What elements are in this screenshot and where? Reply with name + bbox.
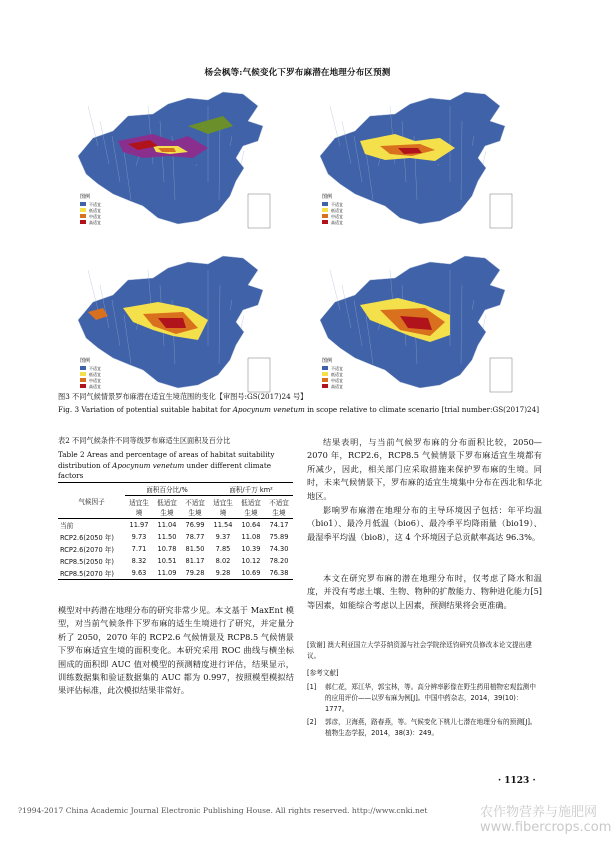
legend-swatch <box>322 378 328 382</box>
table-cell: 10.69 <box>241 569 261 577</box>
reference-item: [2] 郭彦，卫海燕，路春燕，等。气候变化下桃儿七潜在地理分布的预测[J]。植物生态学报，2014，38(3)：249。 <box>307 718 537 737</box>
table-cell: 7.71 <box>131 545 147 553</box>
col-factor: 气候因子 <box>78 497 105 506</box>
table-cell: 8.02 <box>215 557 231 565</box>
legend-label: 中适宜 <box>89 214 101 219</box>
group-area: 面积/千万 km² <box>209 483 293 496</box>
table-caption-cn: 表2 不同气候条件不同等级罗布麻适生区面积及百分比 <box>58 436 231 445</box>
watermark: 农作物营养与施肥网 www.fibercrops.com <box>480 805 611 835</box>
south-china-sea-inset <box>490 358 512 392</box>
row-factor: RCP8.5(2050 年) <box>60 558 114 566</box>
running-header: 杨会枫等:气候变化下罗布麻潜在地理分布区预测 <box>204 68 391 78</box>
figure-caption-en: Fig. 3 Variation of potential suitable habitat for Apocynum venetum in scope relative to climate scenario [trial number:GS(2017)24] <box>58 405 540 414</box>
table-cell: 79.28 <box>185 569 205 577</box>
legend-swatch <box>322 366 328 370</box>
table-cell: 11.08 <box>241 533 261 541</box>
province-border <box>241 151 244 164</box>
table-cell: 76.38 <box>269 569 289 577</box>
legend-label: 中适宜 <box>331 378 343 383</box>
table-cell: 9.63 <box>131 569 147 577</box>
references-list <box>307 682 542 741</box>
legend-label: 低适宜 <box>331 372 343 377</box>
legend-title: 图例 <box>322 194 333 200</box>
legend-label: 高适宜 <box>89 384 101 389</box>
table-caption-en: Table 2 Areas and percentage of areas of habitat suitability distribution of Apocynum venetum under different climate factors <box>58 450 275 480</box>
legend-label: 低适宜 <box>89 372 101 377</box>
row-factor: 当前 <box>60 522 74 530</box>
legend-swatch <box>80 366 86 370</box>
references-title: [参考文献] <box>307 669 339 677</box>
legend-swatch <box>322 384 328 388</box>
province-border <box>483 315 486 328</box>
table-row <box>58 567 293 580</box>
table-cell: 81.50 <box>185 545 205 553</box>
row-factor: RCP2.6(2050 年) <box>60 534 114 542</box>
table-cell: 76.99 <box>185 521 205 529</box>
legend-label: 不适宜 <box>331 202 343 207</box>
map-rcp85-2050 <box>58 250 303 405</box>
sub-header: 不适宜生境 <box>269 499 289 517</box>
table-row <box>58 531 293 543</box>
sub-header: 适宜生境 <box>129 499 149 517</box>
table-cell: 75.89 <box>269 533 289 541</box>
map-rcp85-2070 <box>300 250 545 405</box>
legend-label: 低适宜 <box>331 208 343 213</box>
row-factor: RCP8.5(2070 年) <box>60 570 114 578</box>
legend-label: 高适宜 <box>331 220 343 225</box>
table-cell: 9.37 <box>215 533 231 541</box>
legend-swatch <box>80 208 86 212</box>
acknowledgement: [致谢] 澳大利亚国立大学芬纳资源与社会学院徐廷钧研究员修改本论文提出建议。 <box>307 641 532 660</box>
legend-title: 图例 <box>80 358 91 364</box>
sub-header: 不适宜生境 <box>185 499 205 517</box>
south-china-sea-inset <box>248 358 270 392</box>
table-cell: 10.39 <box>241 545 261 553</box>
legend-swatch <box>80 378 86 382</box>
province-border <box>483 151 486 164</box>
legend-label: 低适宜 <box>89 208 101 213</box>
table-cell: 10.78 <box>157 545 177 553</box>
table-cell: 7.85 <box>215 545 231 553</box>
legend-label: 中适宜 <box>89 378 101 383</box>
legend-label: 中适宜 <box>331 214 343 219</box>
table-cell: 10.64 <box>241 521 261 529</box>
legend-swatch <box>322 202 328 206</box>
left-paragraph: 模型对中药潜在地理分布的研究非常少见。本文基于 MaxEnt 模型，对当前气候条件下罗布麻的适生生境进行了研究，并定量分析了 2050，2070 年的 RCP2.6 气候情景及 RCP8.5 气候情景下罗布麻适宜生境的面积变化。本研究采用 ROC 曲线与横坐标围成的面积即 AUC 值对模型的预测精度进行评估，结果显示，训练数据集和验证数据集的 AUC 都为 0.997，按照模型模拟结果评估标准，此次模拟结果非常好。 <box>58 605 294 696</box>
province-border <box>241 315 244 328</box>
table-cell: 78.77 <box>185 533 205 541</box>
row-factor: RCP2.6(2070 年) <box>60 546 114 554</box>
data-table <box>58 482 293 580</box>
legend-swatch <box>322 208 328 212</box>
table-row <box>58 555 293 567</box>
sub-header: 低适宜生境 <box>241 499 261 517</box>
china-outline <box>78 92 263 224</box>
legend-swatch <box>80 372 86 376</box>
legend-swatch <box>80 384 86 388</box>
table-cell: 10.12 <box>241 557 261 565</box>
table-row <box>58 543 293 555</box>
table-cell: 11.09 <box>157 569 177 577</box>
table-cell: 9.73 <box>131 533 147 541</box>
page-number: · 1123 · <box>498 776 536 786</box>
table-cell: 9.28 <box>215 569 231 577</box>
table-cell: 11.97 <box>129 521 149 529</box>
right-paragraph-2: 影响罗布麻潜在地理分布的主导环境因子包括：年平均温（bio1）、最冷月低温（bio6）、最冷季平均降雨量（bio19）、最湿季平均温（bio8），这 4 个环境因子总贡献率高达 96.3%。 <box>307 505 542 542</box>
table-row <box>58 519 293 532</box>
table-cell: 11.54 <box>213 521 233 529</box>
legend-swatch <box>322 220 328 224</box>
table-cell: 78.20 <box>269 557 289 565</box>
legend-swatch <box>80 214 86 218</box>
table-cell: 8.32 <box>131 557 147 565</box>
sub-header: 低适宜生境 <box>157 499 177 517</box>
legend-title: 图例 <box>80 194 91 200</box>
legend-swatch <box>80 220 86 224</box>
table-cell: 81.17 <box>185 557 205 565</box>
legend-label: 不适宜 <box>89 366 101 371</box>
table-cell: 10.51 <box>157 557 177 565</box>
sub-header: 适宜生境 <box>213 499 233 517</box>
right-paragraph-3: 本文在研究罗布麻的潜在地理分布时，仅考虑了降水和温度，并没有考虑土壤、生物、物种的扩散能力、物种进化能力[5]等因素，如能综合考虑以上因素，预测结果将会更准确。 <box>307 573 542 610</box>
legend-swatch <box>322 372 328 376</box>
south-china-sea-inset <box>490 194 512 228</box>
group-pct: 面积百分比/% <box>125 483 209 496</box>
figure-caption-cn: 图3 不同气候情景罗布麻潜在适宜生境范围的变化【审图号:GS(2017)24 号】 <box>58 392 308 401</box>
table-cell: 11.04 <box>157 521 177 529</box>
legend-label: 高适宜 <box>331 384 343 389</box>
legend-title: 图例 <box>322 358 333 364</box>
legend-label: 高适宜 <box>89 220 101 225</box>
right-paragraph-1: 结果表明，与当前气候罗布麻的分布面积比较，2050—2070 年，RCP2.6，RCP8.5 气候情景下罗布麻适宜生境都有所减少，因此，相关部门应采取措施来保护罗布麻的生境。同时，未来气候情景下，罗布麻的适宜生境集中分布在西北和华北地区。 <box>307 437 542 501</box>
table-cell: 11.50 <box>157 533 177 541</box>
legend-label: 不适宜 <box>331 366 343 371</box>
reference-item: [1] 郝仁花，郑江华，郭宝林，等。高分辨率影像在野生药用植物宏观监测中的应用评价——以罗布麻为例[J]。中国中药杂志，2014，39(10)：1777。 <box>307 683 536 713</box>
legend-swatch <box>80 202 86 206</box>
legend-swatch <box>322 214 328 218</box>
south-china-sea-inset <box>248 194 270 228</box>
table-cell: 74.30 <box>269 545 289 553</box>
map-current <box>58 86 303 241</box>
map-rcp26-2050 <box>300 86 545 241</box>
table-cell: 74.17 <box>269 521 289 529</box>
legend-label: 不适宜 <box>89 202 101 207</box>
copyright-footer: ?1994-2017 China Academic Journal Electronic Publishing House. All rights reserved. http://www.cnki.net <box>18 806 428 815</box>
